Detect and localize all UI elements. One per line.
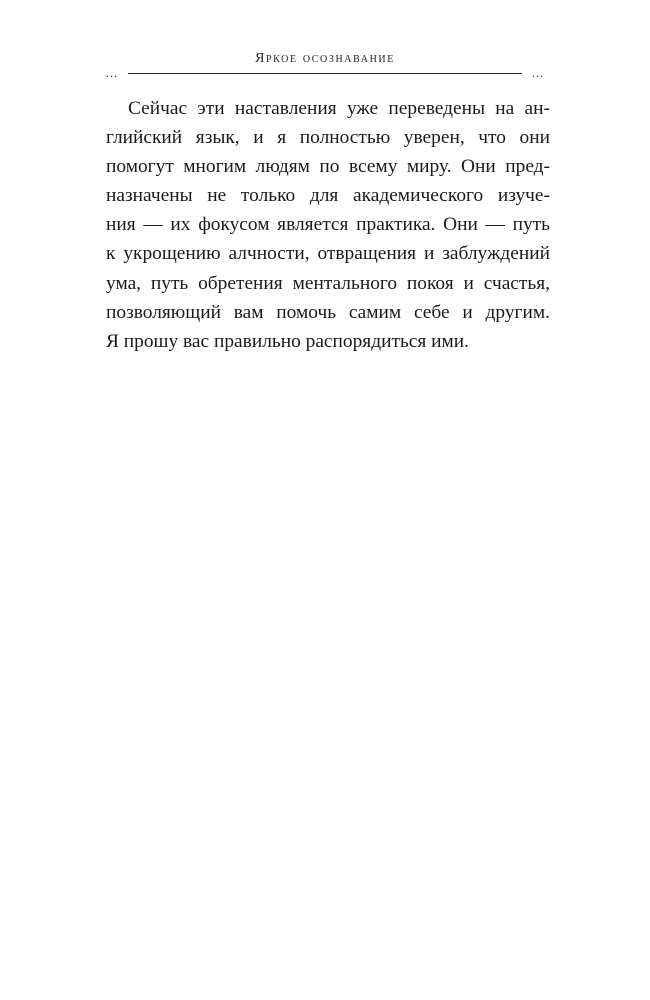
header-rule-line xyxy=(128,73,522,74)
paragraph-line: к укрощению алчности, отвращения и заблуждений xyxy=(106,243,550,265)
paragraph-line: позволяющий вам помочь самим себе и другим. xyxy=(106,301,550,323)
running-header-title: Яркое осознавание xyxy=(255,51,395,66)
paragraph-line: помогут многим людям по всему миру. Они пред- xyxy=(106,156,550,178)
paragraph-line: Я прошу вас правильно распорядиться ими. xyxy=(106,330,470,352)
paragraph-line: ума, путь обретения ментального покоя и счастья, xyxy=(106,272,550,294)
header-rule-dots-right: ... xyxy=(532,66,544,80)
paragraph-line: ния — их фокусом является практика. Они — путь xyxy=(106,214,550,236)
body-paragraph xyxy=(106,94,550,356)
paragraph-line: назначены не только для академического изуче- xyxy=(106,185,550,207)
header-rule xyxy=(106,66,544,80)
paragraph-line: глийский язык, и я полностью уверен, что они xyxy=(106,127,550,149)
header-rule-dots-left: ... xyxy=(106,66,118,80)
paragraph-line: Сейчас эти наставления уже переведены на ан- xyxy=(128,98,550,119)
